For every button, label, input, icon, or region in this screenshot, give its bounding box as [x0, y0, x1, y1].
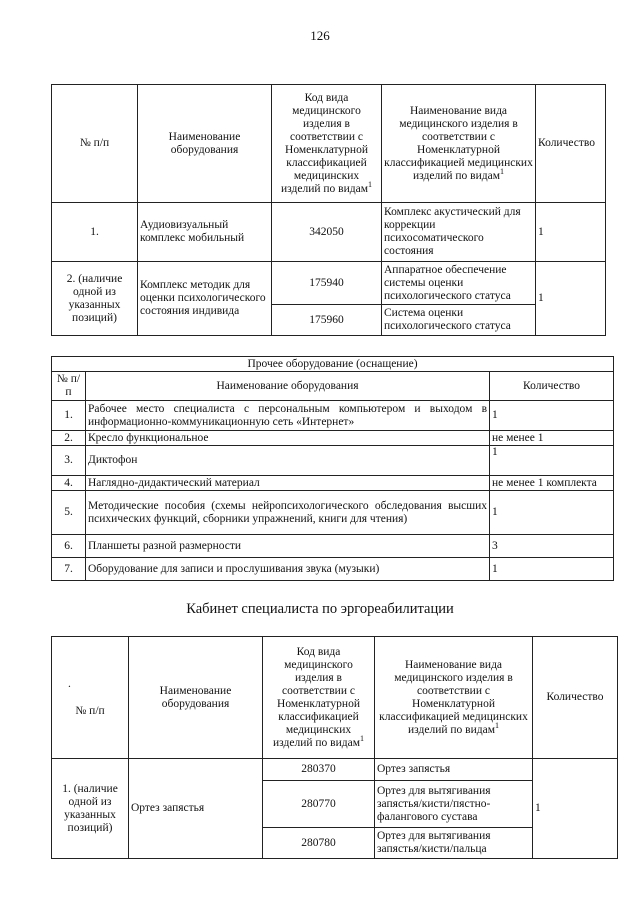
- header-code-text: Код вида медицинского изделия в соответствии с Номенклатурной классификацией медицинских изделий по видам: [273, 645, 360, 749]
- row-name: Оборудование для записи и прослушивания звука (музыки): [86, 558, 490, 581]
- row-num: 1.: [52, 401, 86, 431]
- row-num: 7.: [52, 558, 86, 581]
- row-num: 5.: [52, 491, 86, 535]
- row-name: Ортез запястья: [129, 759, 263, 859]
- header-code: [272, 85, 382, 203]
- header-name: Наименование оборудования: [86, 372, 490, 401]
- table-header-row: [52, 85, 606, 203]
- table-row: [52, 446, 614, 476]
- row-code: 280780: [263, 828, 375, 859]
- footnote-mark: 1: [494, 720, 499, 730]
- row-name: Методические пособия (схемы нейропсихологического обследования высших психических функций, сборники упражнений, книги для чтения): [86, 491, 490, 535]
- row-qty: 1: [536, 203, 606, 262]
- section-title: Кабинет специалиста по эргореабилитации: [186, 601, 454, 617]
- row-qty: 1: [490, 446, 614, 476]
- table-header-row: [52, 372, 614, 401]
- row-kind: Ортез для вытягивания запястья/кисти/пястно-фалангового сустава: [375, 781, 533, 828]
- header-qty: Количество: [490, 372, 614, 401]
- row-name: Кресло функциональное: [86, 431, 490, 446]
- header-num-text: № п/п: [75, 704, 105, 717]
- footnote-mark: 1: [499, 166, 504, 176]
- row-num: 2.: [52, 431, 86, 446]
- row-num: 1. (наличие одной из указанных позиций): [52, 759, 129, 859]
- row-qty: не менее 1 комплекта: [490, 476, 614, 491]
- header-dot: .: [68, 677, 71, 690]
- table-row: [52, 476, 614, 491]
- header-kind: [375, 637, 533, 759]
- row-kind: Аппаратное обеспечение системы оценки психологического статуса: [382, 262, 536, 305]
- ergo-equipment-table: [51, 636, 618, 859]
- row-name: Планшеты разной размерности: [86, 535, 490, 558]
- row-name: Аудиовизуальный комплекс мобильный: [138, 203, 272, 262]
- row-name: Комплекс методик для оценки психологического состояния индивида: [138, 262, 272, 336]
- page-number: 126: [310, 28, 330, 43]
- row-kind: Комплекс акустический для коррекции психосоматического состояния: [382, 203, 536, 262]
- table-row: [52, 401, 614, 431]
- other-equipment-table: [51, 356, 614, 581]
- row-name: Диктофон: [86, 446, 490, 476]
- row-num: 2. (наличие одной из указанных позиций): [52, 262, 138, 336]
- row-kind: Ортез запястья: [375, 759, 533, 781]
- table-row: [52, 431, 614, 446]
- row-code: 342050: [272, 203, 382, 262]
- header-num: [52, 637, 129, 759]
- header-kind-text: Наименование вида медицинского изделия в соответствии с Номенклатурной классификацией медицинских изделий по видам: [379, 658, 528, 736]
- header-qty: Количество: [533, 637, 618, 759]
- row-num: 1.: [52, 203, 138, 262]
- row-num: 4.: [52, 476, 86, 491]
- row-qty: 1: [490, 491, 614, 535]
- table-row: [52, 262, 606, 305]
- row-num: 6.: [52, 535, 86, 558]
- row-kind: Ортез для вытягивания запястья/кисти/пальца: [375, 828, 533, 859]
- row-qty: 3: [490, 535, 614, 558]
- row-name: Наглядно-дидактический материал: [86, 476, 490, 491]
- table-row: [52, 491, 614, 535]
- row-code: 280770: [263, 781, 375, 828]
- row-code: 280370: [263, 759, 375, 781]
- header-qty: Количество: [536, 85, 606, 203]
- row-qty: не менее 1: [490, 431, 614, 446]
- row-code: 175940: [272, 262, 382, 305]
- header-num: № п/п: [52, 372, 86, 401]
- row-qty: 1: [536, 262, 606, 336]
- header-kind-text: Наименование вида медицинского изделия в соответствии с Номенклатурной классификацией медицинских изделий по видам: [384, 104, 533, 182]
- header-name: Наименование оборудования: [138, 85, 272, 203]
- row-num: 3.: [52, 446, 86, 476]
- row-kind: Система оценки психологического статуса: [382, 305, 536, 336]
- header-num: № п/п: [52, 85, 138, 203]
- table-row: [52, 759, 618, 781]
- table-row: [52, 535, 614, 558]
- header-code-text: Код вида медицинского изделия в соответствии с Номенклатурной классификацией медицинских изделий по видам: [281, 91, 368, 195]
- footnote-mark: 1: [359, 733, 364, 743]
- header-kind: [382, 85, 536, 203]
- row-name: Рабочее место специалиста с персональным компьютером и выходом в информационно-коммуникационную сеть «Интернет»: [86, 401, 490, 431]
- footnote-mark: 1: [367, 179, 372, 189]
- table-title: Прочее оборудование (оснащение): [52, 357, 614, 372]
- row-code: 175960: [272, 305, 382, 336]
- table-row: [52, 203, 606, 262]
- table-row: [52, 558, 614, 581]
- row-qty: 1: [533, 759, 618, 859]
- row-qty: 1: [490, 558, 614, 581]
- row-qty: 1: [490, 401, 614, 431]
- table-title-row: [52, 357, 614, 372]
- table-header-row: [52, 637, 618, 759]
- equipment-table: [51, 84, 606, 336]
- header-code: [263, 637, 375, 759]
- header-name: Наименование оборудования: [129, 637, 263, 759]
